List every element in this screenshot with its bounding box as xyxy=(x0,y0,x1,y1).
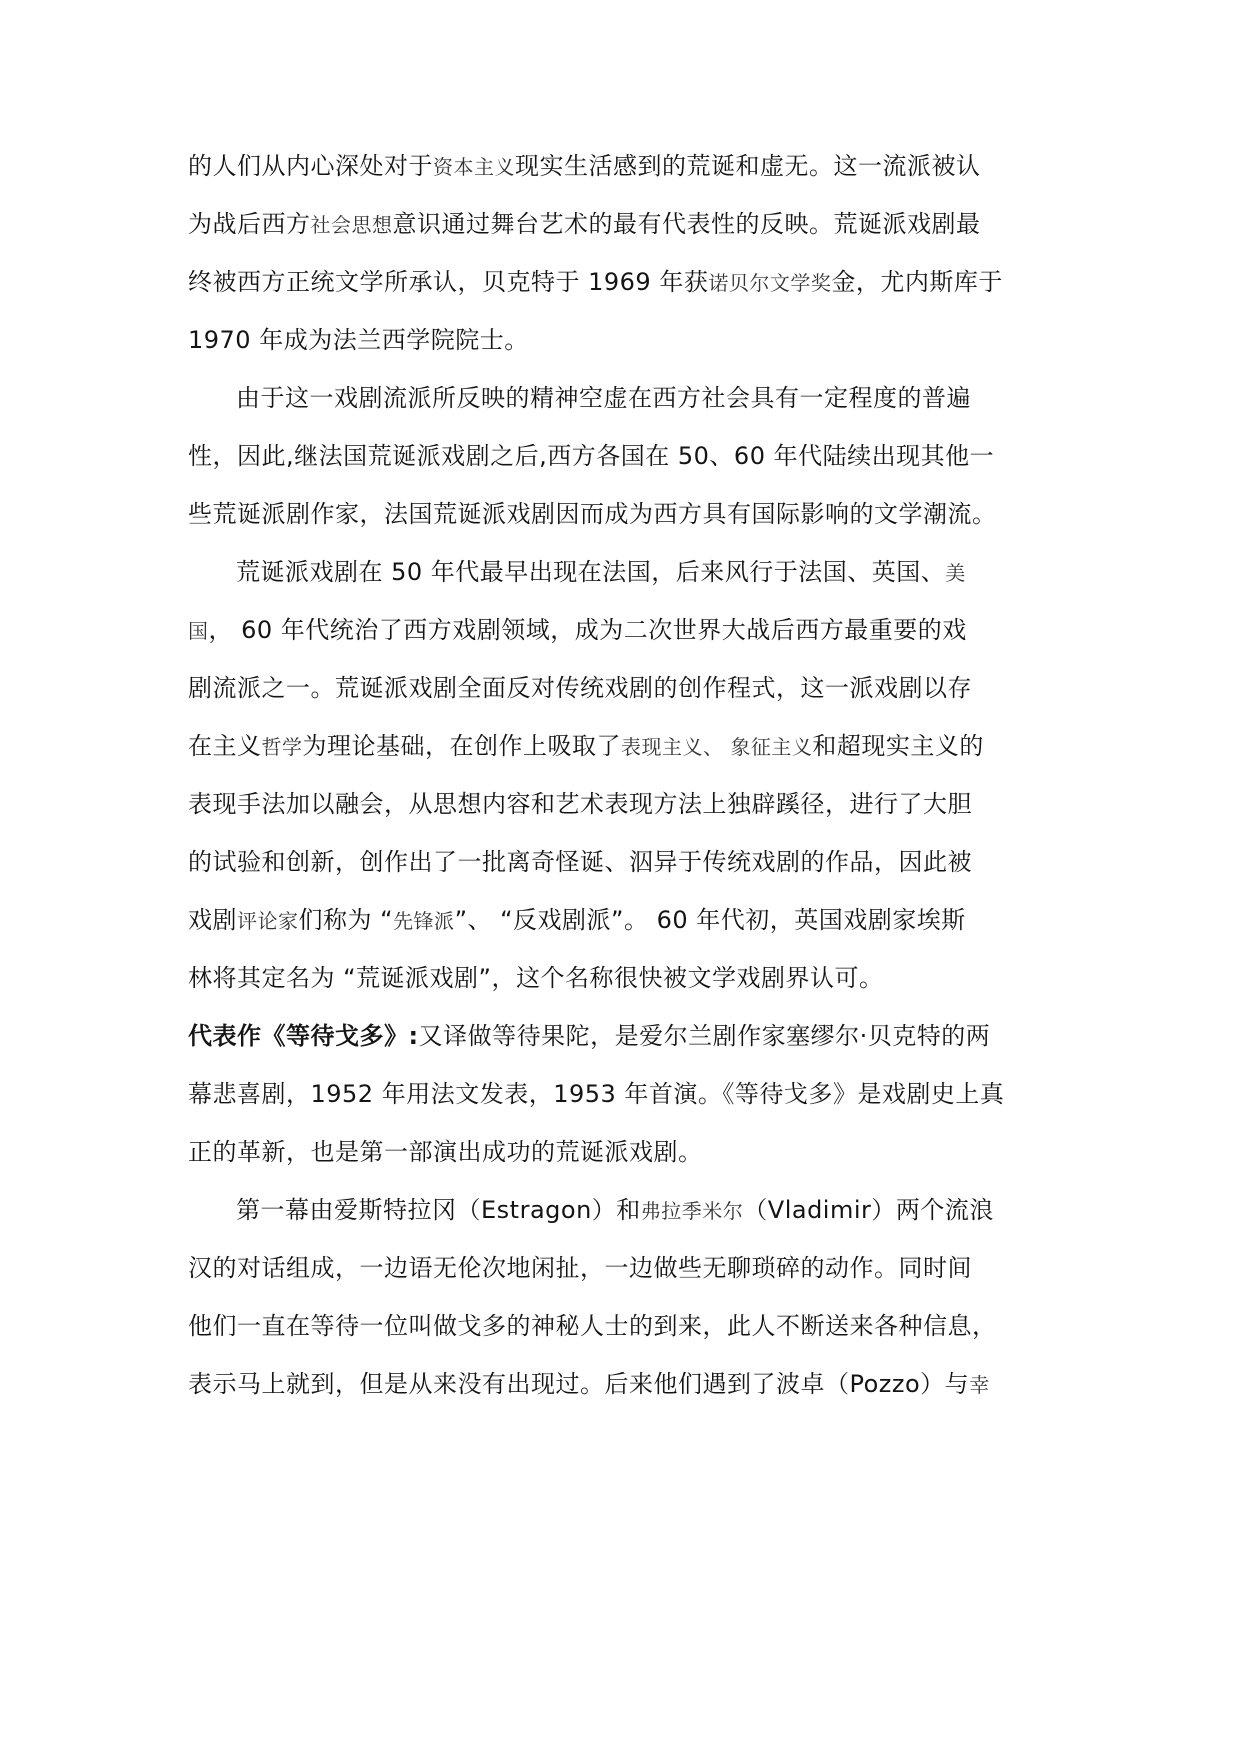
text-run: 1970 年成为法兰西学院院士。 xyxy=(188,326,529,354)
text-run: 的试验和创新，创作出了一批离奇怪诞、泅异于传统戏剧的作品，因此被 xyxy=(188,848,972,876)
text-line xyxy=(188,266,1058,299)
text-line xyxy=(188,150,1058,183)
text-run: 荒诞派戏剧在 50 年代最早出现在法国，后来风行于法国、英国、 xyxy=(236,558,946,586)
text-run: ”、 “反戏剧派”。 60 年代初，英国戏剧家埃斯 xyxy=(454,906,966,934)
text-run: 又译做等待果陀，是爱尔兰剧作家塞缪尔·贝克特的两 xyxy=(418,1022,991,1050)
text-line xyxy=(188,1078,1058,1110)
serif-term: 幸 xyxy=(969,1373,990,1397)
text-run: 意识通过舞台艺术的最有代表性的反映。荒诞派戏剧最 xyxy=(392,210,981,238)
text-run: 终被西方正统文学所承认，贝克特于 1969 年获 xyxy=(188,268,709,296)
text-line xyxy=(188,1310,1058,1342)
text-run: 林将其定名为 “荒诞派戏剧”，这个名称很快被文学戏剧界认可。 xyxy=(188,964,884,992)
serif-term: 资本主义 xyxy=(433,155,515,179)
serif-term: 社会思想 xyxy=(310,213,393,237)
text-run: 们称为 “ xyxy=(298,906,394,934)
text-run: 第一幕由爱斯特拉冈（Estragon）和 xyxy=(236,1196,641,1224)
text-run: 表现手法加以融会，从思想内容和艺术表现方法上独辟蹊径，进行了大胆 xyxy=(188,790,972,818)
text-run: 和超现实主义的 xyxy=(812,732,984,760)
text-line xyxy=(188,498,1058,530)
text-run: 他们一直在等待一位叫做戈多的神秘人士的到来，此人不断送来各种信息， xyxy=(188,1312,997,1340)
bold-heading-text: 代表作《等待戈多》: xyxy=(188,1022,419,1050)
text-line xyxy=(188,614,1058,647)
text-line xyxy=(236,556,1106,589)
text-run: 表示马上就到，但是从来没有出现过。后来他们遇到了波卓（Pozzo）与 xyxy=(188,1370,970,1398)
serif-term: 国 xyxy=(188,619,209,643)
text-run: 为理论基础，在创作上吸取了 xyxy=(302,732,621,760)
text-line xyxy=(188,730,1058,763)
text-line xyxy=(188,672,1058,704)
serif-term: 表现主义、 象征主义 xyxy=(621,735,813,759)
text-line xyxy=(188,1020,1058,1052)
text-line xyxy=(188,904,1058,937)
text-run: 剧流派之一。荒诞派戏剧全面反对传统戏剧的创作程式，这一派戏剧以存 xyxy=(188,674,972,702)
serif-term: 美 xyxy=(945,561,966,585)
serif-term: 弗拉季米尔 xyxy=(640,1199,744,1223)
text-line xyxy=(236,382,1106,414)
text-run: 幕悲喜剧，1952 年用法文发表，1953 年首演。《等待戈多》是戏剧史上真 xyxy=(188,1080,1005,1108)
text-line xyxy=(188,208,1058,241)
serif-term: 诺贝尔文学奖 xyxy=(708,271,832,295)
text-run: 在主义 xyxy=(188,732,262,760)
text-run: 的人们从内心深处对于 xyxy=(188,152,433,180)
text-run: （Vladimir）两个流浪 xyxy=(743,1196,994,1224)
text-line xyxy=(188,324,1058,356)
text-line xyxy=(188,1368,1058,1401)
text-run: 戏剧 xyxy=(188,906,237,934)
text-run: 汉的对话组成，一边语无伦次地闲扯，一边做些无聊琐碎的动作。同时间 xyxy=(188,1254,972,1282)
text-run: 由于这一戏剧流派所反映的精神空虚在西方社会具有一定程度的普遍 xyxy=(236,384,971,412)
text-run: 现实生活感到的荒诞和虚无。这一流派被认 xyxy=(515,152,981,180)
text-line xyxy=(188,846,1058,878)
text-run: 些荒诞派剧作家，法国荒诞派戏剧因而成为西方具有国际影响的文学潮流。 xyxy=(188,500,997,528)
serif-term: 评论家 xyxy=(237,909,299,933)
text-run: 正的革新，也是第一部演出成功的荒诞派戏剧。 xyxy=(188,1138,703,1166)
serif-term: 哲学 xyxy=(261,735,303,759)
text-run: 为战后西方 xyxy=(188,210,311,238)
text-run: 性，因此,继法国荒诞派戏剧之后,西方各国在 50、60 年代陆续出现其他一 xyxy=(188,442,995,470)
text-line xyxy=(188,1252,1058,1284)
text-line xyxy=(188,1136,1058,1168)
text-run: 金，尤内斯库于 xyxy=(831,268,1003,296)
text-line xyxy=(188,788,1058,820)
text-line xyxy=(188,440,1058,472)
text-line xyxy=(188,962,1058,994)
serif-term: 先锋派 xyxy=(393,909,455,933)
text-line xyxy=(236,1194,1106,1227)
text-run: ， 60 年代统治了西方戏剧领域，成为二次世界大战后西方最重要的戏 xyxy=(208,616,967,644)
